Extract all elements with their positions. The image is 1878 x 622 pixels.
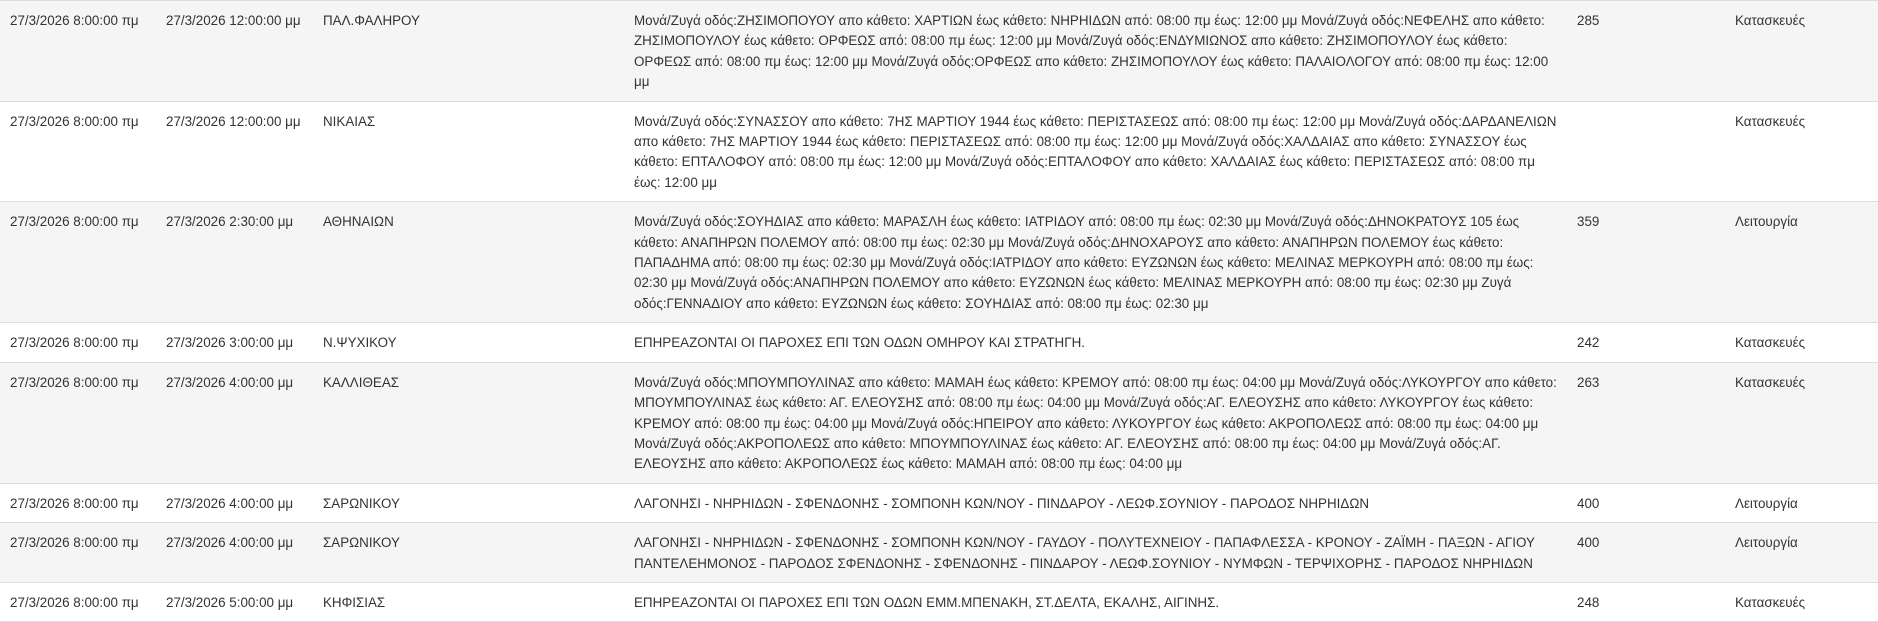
description-cell: ΕΠΗΡΕΑΖΟΝΤΑΙ ΟΙ ΠΑΡΟΧΕΣ ΕΠΙ ΤΩΝ ΟΔΩΝ ΕΜΜ.ΜΠΕΝΑΚΗ, ΣΤ.ΔΕΛΤΑ, ΕΚΑΛΗΣ, ΑΙΓΙΝΗΣ. (634, 582, 1577, 621)
outages-table-body (0, 1, 1878, 622)
area-cell: ΑΘΗΝΑΙΩΝ (323, 202, 634, 323)
table-row (0, 362, 1878, 483)
customers-cell: 242 (1577, 323, 1735, 362)
description-cell: Μονά/Ζυγά οδός:ΜΠΟΥΜΠΟΥΛΙΝΑΣ απο κάθετο: ΜΑΜΑΗ έως κάθετο: ΚΡΕΜΟΥ από: 08:00 πμ έως: 04:00 μμ Μονά/Ζυγά οδός:ΛΥΚΟΥΡΓΟΥ απο κάθετο: ΜΠΟΥΜΠΟΥΛΙΝΑΣ έως κάθετο: ΑΓ. ΕΛΕΟΥΣΗΣ από: 08:00 πμ έως: 04:00 μμ Μονά/Ζυγά οδός:ΑΓ. ΕΛΕΟΥΣΗΣ απο κάθετο: ΛΥΚΟΥΡΓΟΥ έως κάθετο: ΚΡΕΜΟΥ από: 08:00 πμ έως: 04:00 μμ Μονά/Ζυγά οδός:ΗΠΕΙΡΟΥ απο κάθετο: ΛΥΚΟΥΡΓΟΥ έως κάθετο: ΑΚΡΟΠΟΛΕΩΣ από: 08:00 πμ έως: 04:00 μμ Μονά/Ζυγά οδός:ΑΚΡΟΠΟΛΕΩΣ απο κάθετο: ΜΠΟΥΜΠΟΥΛΙΝΑΣ έως κάθετο: ΑΓ. ΕΛΕΟΥΣΗΣ από: 08:00 πμ έως: 04:00 μμ Μονά/Ζυγά οδός:ΑΓ. ΕΛΕΟΥΣΗΣ απο κάθετο: ΑΚΡΟΠΟΛΕΩΣ έως κάθετο: ΜΑΜΑΗ από: 08:00 πμ έως: 04:00 μμ (634, 362, 1577, 483)
customers-cell (1577, 101, 1735, 202)
end-time-cell: 27/3/2026 2:30:00 μμ (166, 202, 323, 323)
start-time-cell: 27/3/2026 8:00:00 πμ (0, 582, 166, 621)
reason-cell: Κατασκευές (1735, 101, 1878, 202)
start-time-cell: 27/3/2026 8:00:00 πμ (0, 1, 166, 102)
customers-cell: 285 (1577, 1, 1735, 102)
reason-cell: Λειτουργία (1735, 202, 1878, 323)
description-cell: Μονά/Ζυγά οδός:ΖΗΣΙΜΟΠΟΥΟΥ απο κάθετο: ΧΑΡΤΙΩΝ έως κάθετο: ΝΗΡΗΙΔΩΝ από: 08:00 πμ έως: 12:00 μμ Μονά/Ζυγά οδός:ΝΕΦΕΛΗΣ απο κάθετο: ΖΗΣΙΜΟΠΟΥΛΟΥ έως κάθετο: ΟΡΦΕΩΣ από: 08:00 πμ έως: 12:00 μμ Μονά/Ζυγά οδός:ΕΝΔΥΜΙΩΝΟΣ απο κάθετο: ΖΗΣΙΜΟΠΟΥΛΟΥ έως κάθετο: ΟΡΦΕΩΣ από: 08:00 πμ έως: 12:00 μμ Μονά/Ζυγά οδός:ΟΡΦΕΩΣ απο κάθετο: ΖΗΣΙΜΟΠΟΥΛΟΥ έως κάθετο: ΠΑΛΑΙΟΛΟΓΟΥ από: 08:00 πμ έως: 12:00 μμ (634, 1, 1577, 102)
end-time-cell: 27/3/2026 12:00:00 μμ (166, 1, 323, 102)
area-cell: Ν.ΨΥΧΙΚΟΥ (323, 323, 634, 362)
description-cell: ΕΠΗΡΕΑΖΟΝΤΑΙ ΟΙ ΠΑΡΟΧΕΣ ΕΠΙ ΤΩΝ ΟΔΩΝ ΟΜΗΡΟΥ ΚΑΙ ΣΤΡΑΤΗΓΗ. (634, 323, 1577, 362)
area-cell: ΚΑΛΛΙΘΕΑΣ (323, 362, 634, 483)
reason-cell: Λειτουργία (1735, 523, 1878, 583)
reason-cell: Κατασκευές (1735, 362, 1878, 483)
table-row (0, 101, 1878, 202)
end-time-cell: 27/3/2026 4:00:00 μμ (166, 483, 323, 522)
description-cell: Μονά/Ζυγά οδός:ΣΟΥΗΔΙΑΣ απο κάθετο: ΜΑΡΑΣΛΗ έως κάθετο: ΙΑΤΡΙΔΟΥ από: 08:00 πμ έως: 02:30 μμ Μονά/Ζυγά οδός:ΔΗΝΟΚΡΑΤΟΥΣ 105 έως κάθετο: ΑΝΑΠΗΡΩΝ ΠΟΛΕΜΟΥ από: 08:00 πμ έως: 02:30 μμ Μονά/Ζυγά οδός:ΔΗΝΟΧΑΡΟΥΣ απο κάθετο: ΑΝΑΠΗΡΩΝ ΠΟΛΕΜΟΥ έως κάθετο: ΠΑΠΑΔΗΜΑ από: 08:00 πμ έως: 02:30 μμ Μονά/Ζυγά οδός:ΙΑΤΡΙΔΟΥ απο κάθετο: ΕΥΖΩΝΩΝ έως κάθετο: ΜΕΛΙΝΑΣ ΜΕΡΚΟΥΡΗ από: 08:00 πμ έως: 02:30 μμ Μονά/Ζυγά οδός:ΑΝΑΠΗΡΩΝ ΠΟΛΕΜΟΥ απο κάθετο: ΕΥΖΩΝΩΝ έως κάθετο: ΜΕΛΙΝΑΣ ΜΕΡΚΟΥΡΗ από: 08:00 πμ έως: 02:30 μμ Ζυγά οδός:ΓΕΝΝΑΔΙΟΥ απο κάθετο: ΕΥΖΩΝΩΝ έως κάθετο: ΣΟΥΗΔΙΑΣ από: 08:00 πμ έως: 02:30 μμ (634, 202, 1577, 323)
customers-cell: 400 (1577, 523, 1735, 583)
reason-cell: Λειτουργία (1735, 483, 1878, 522)
reason-cell: Κατασκευές (1735, 1, 1878, 102)
area-cell: ΠΑΛ.ΦΑΛΗΡΟΥ (323, 1, 634, 102)
area-cell: ΣΑΡΩΝΙΚΟΥ (323, 523, 634, 583)
area-cell: ΚΗΦΙΣΙΑΣ (323, 582, 634, 621)
table-row (0, 202, 1878, 323)
customers-cell: 248 (1577, 582, 1735, 621)
reason-cell: Κατασκευές (1735, 582, 1878, 621)
end-time-cell: 27/3/2026 5:00:00 μμ (166, 582, 323, 621)
description-cell: Μονά/Ζυγά οδός:ΣΥΝΑΣΣΟΥ απο κάθετο: 7ΗΣ ΜΑΡΤΙΟΥ 1944 έως κάθετο: ΠΕΡΙΣΤΑΣΕΩΣ από: 08:00 πμ έως: 12:00 μμ Μονά/Ζυγά οδός:ΔΑΡΔΑΝΕΛΙΩΝ απο κάθετο: 7ΗΣ ΜΑΡΤΙΟΥ 1944 έως κάθετο: ΠΕΡΙΣΤΑΣΕΩΣ από: 08:00 πμ έως: 12:00 μμ Μονά/Ζυγά οδός:ΧΑΛΔΑΙΑΣ απο κάθετο: ΣΥΝΑΣΣΟΥ έως κάθετο: ΕΠΤΑΛΟΦΟΥ από: 08:00 πμ έως: 12:00 μμ Μονά/Ζυγά οδός:ΕΠΤΑΛΟΦΟΥ απο κάθετο: ΧΑΛΔΑΙΑΣ έως κάθετο: ΠΕΡΙΣΤΑΣΕΩΣ από: 08:00 πμ έως: 12:00 μμ (634, 101, 1577, 202)
start-time-cell: 27/3/2026 8:00:00 πμ (0, 323, 166, 362)
customers-cell: 400 (1577, 483, 1735, 522)
table-row (0, 523, 1878, 583)
table-row (0, 582, 1878, 621)
start-time-cell: 27/3/2026 8:00:00 πμ (0, 362, 166, 483)
end-time-cell: 27/3/2026 12:00:00 μμ (166, 101, 323, 202)
table-row (0, 483, 1878, 522)
area-cell: ΝΙΚΑΙΑΣ (323, 101, 634, 202)
reason-cell: Κατασκευές (1735, 323, 1878, 362)
start-time-cell: 27/3/2026 8:00:00 πμ (0, 523, 166, 583)
customers-cell: 359 (1577, 202, 1735, 323)
customers-cell: 263 (1577, 362, 1735, 483)
start-time-cell: 27/3/2026 8:00:00 πμ (0, 483, 166, 522)
start-time-cell: 27/3/2026 8:00:00 πμ (0, 101, 166, 202)
table-row (0, 1, 1878, 102)
description-cell: ΛΑΓΟΝΗΣΙ - ΝΗΡΗΙΔΩΝ - ΣΦΕΝΔΟΝΗΣ - ΣΟΜΠΟΝΗ ΚΩΝ/ΝΟΥ - ΠΙΝΔΑΡΟΥ - ΛΕΩΦ.ΣΟΥΝΙΟΥ - ΠΑΡΟΔΟΣ ΝΗΡΗΙΔΩΝ (634, 483, 1577, 522)
description-cell: ΛΑΓΟΝΗΣΙ - ΝΗΡΗΙΔΩΝ - ΣΦΕΝΔΟΝΗΣ - ΣΟΜΠΟΝΗ ΚΩΝ/ΝΟΥ - ΓΑΥΔΟΥ - ΠΟΛΥΤΕΧΝΕΙΟΥ - ΠΑΠΑΦΛΕΣΣΑ - ΚΡΟΝΟΥ - ΖΑΪΜΗ - ΠΑΞΩΝ - ΑΓΙΟΥ ΠΑΝΤΕΛΕΗΜΟΝΟΣ - ΠΑΡΟΔΟΣ ΣΦΕΝΔΟΝΗΣ - ΣΦΕΝΔΟΝΗΣ - ΠΙΝΔΑΡΟΥ - ΛΕΩΦ.ΣΟΥΝΙΟΥ - ΝΥΜΦΩΝ - ΤΕΡΨΙΧΟΡΗΣ - ΠΑΡΟΔΟΣ ΝΗΡΗΙΔΩΝ (634, 523, 1577, 583)
end-time-cell: 27/3/2026 4:00:00 μμ (166, 523, 323, 583)
end-time-cell: 27/3/2026 4:00:00 μμ (166, 362, 323, 483)
area-cell: ΣΑΡΩΝΙΚΟΥ (323, 483, 634, 522)
end-time-cell: 27/3/2026 3:00:00 μμ (166, 323, 323, 362)
start-time-cell: 27/3/2026 8:00:00 πμ (0, 202, 166, 323)
table-row (0, 323, 1878, 362)
